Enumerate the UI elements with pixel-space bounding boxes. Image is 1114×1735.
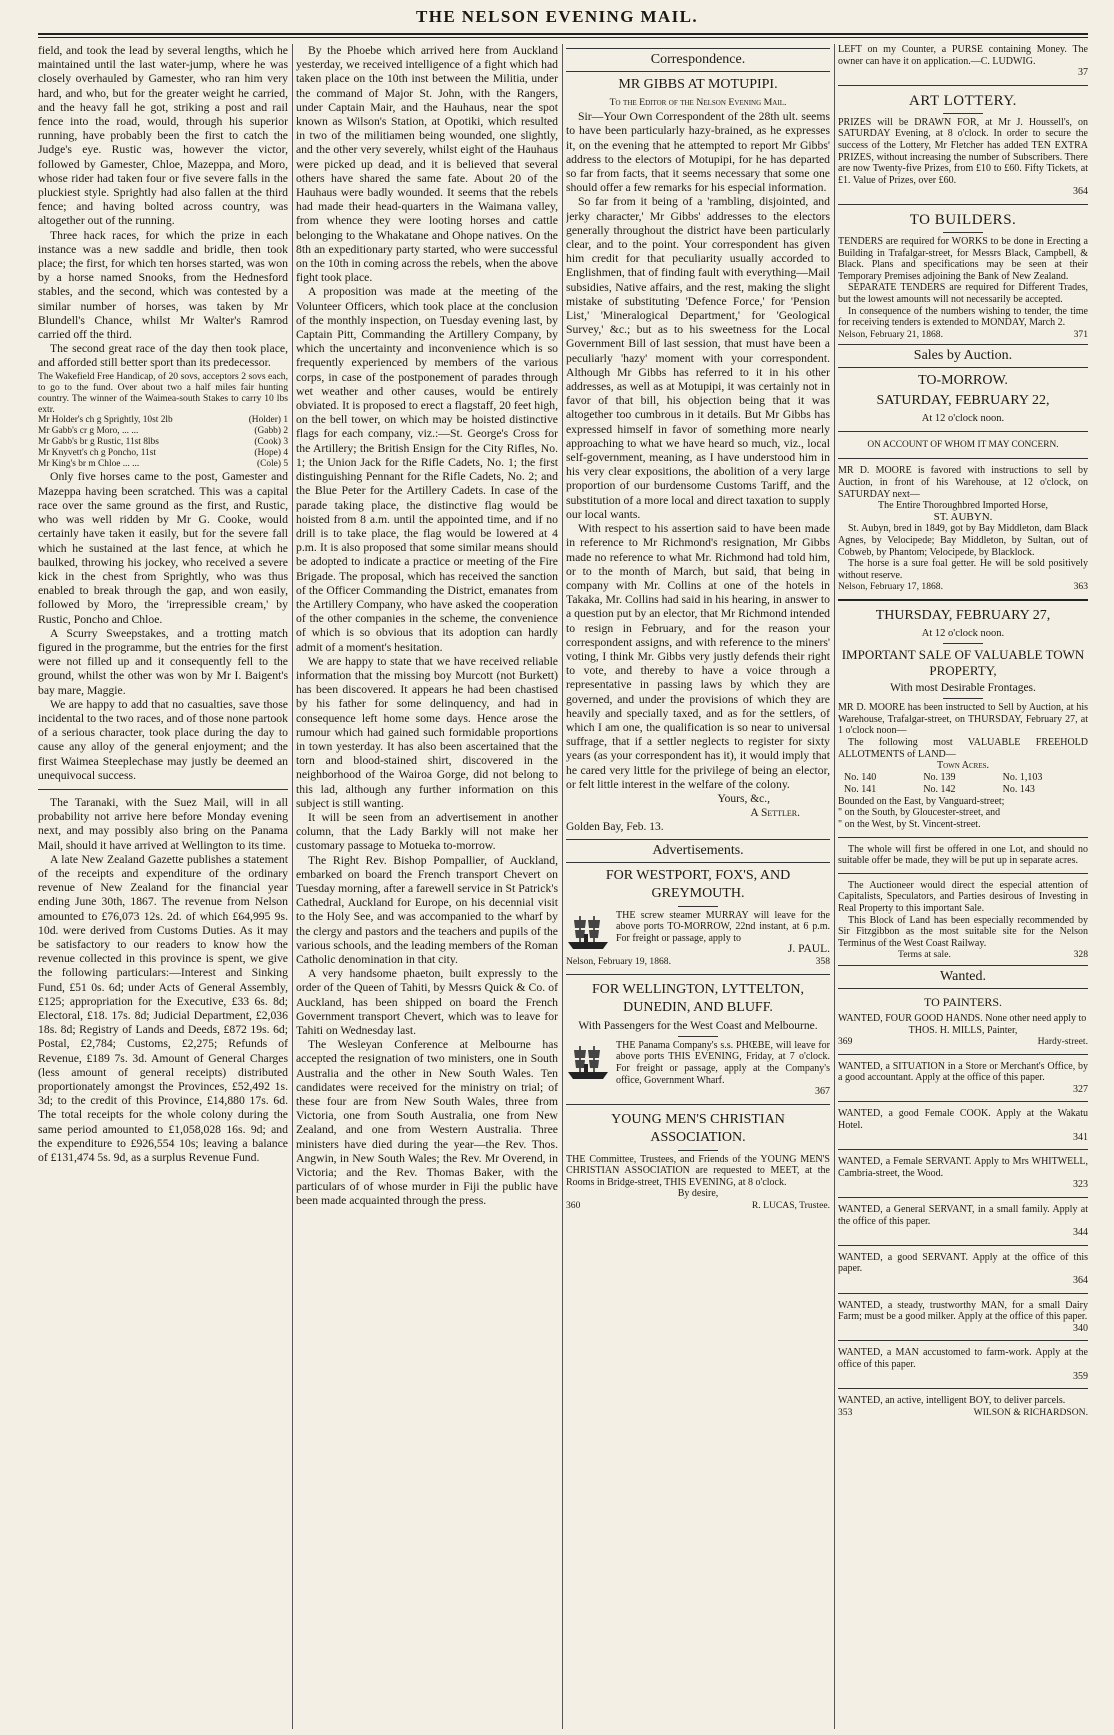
casualties-paragraph: We are happy to add that no casualties, save those incidental to the two races, and of those none partook of a serious character, took place during the day to cause any alloy of the general enjoyment; and the first Waimea Steeplechase may justly be deemed an unequivocal success.	[38, 697, 288, 782]
ad-number: 37	[1078, 67, 1088, 79]
phaeton-paragraph: A very handsome phaeton, built expressly to the order of the Queen of Tahiti, by Messrs Quick & Co. of Auckland, has been shipped on board the French Government transport Chevert, which was to leave for Tahiti on Wednesday last.	[296, 967, 558, 1038]
hack-races-paragraph: Three hack races, for which the prize in each instance was a new saddle and bridle, then took place; the first, for which ten horses started, was won by a horse named Snooks, from the Hednesford stables, and the second, which was contested by a similar number of horses, was taken by Mr Blundell's Chance, whilst Mr Walter's Ramrod carried off the third.	[38, 228, 288, 342]
divider	[38, 789, 288, 790]
column-divider	[292, 44, 293, 1729]
volunteer-paragraph: A proposition was made at the meeting of the Volunteer Officers, which took place at the conclusion of the monthly inspection, on Tuesday evening last, by Captain Pitt, Commanding the Artillery Company, by which the uncertainty and inconvenience which is so frequently experienced by members of the various corps, in case of the postponement of parades through wet weather and other causes, would be entirely obviated. It is proposed to erect a flagstaff, 20 feet high, on the bell tower, on which may be hoisted distinctive flags for each company, viz.:—St. George's Cross for the Artillery; the British Ensign for the City Rifles, No. 1; the Union Jack for the Rifle Cadets, No. 1; the first distinguishing Pennant for the Rifle Cadets, No. 2; and the Blue Peter for the Artillery Cadets. In case of the parade taking place, the distinctive flag would be hoisted from 8 a.m. until the appointed time, and if no drill is to take place, the flag would be lowered at 4 p.m. It is also proposed that some similar means should be adopted to indicate a practice or meeting of the Fire Brigade. The proposal, which has received the sanction of the Officer Commanding the District, emanates from the Artillery Company, who have asked the cooperation of the other companies in the scheme, the convenience of which is so obvious that its adoption can hardly admit of a moment's hesitation.	[296, 285, 558, 654]
to-editor: To the Editor of the Nelson Evening Mail.	[609, 97, 787, 108]
wanted-ad	[838, 1061, 1088, 1096]
ad-number: 328	[1073, 949, 1088, 961]
wanted-ad	[838, 1300, 1088, 1335]
wanted-ad	[838, 1395, 1088, 1418]
ad-date: Nelson, February 19, 1868.	[566, 955, 671, 967]
wanted-ad	[838, 1252, 1088, 1287]
column-divider	[562, 44, 563, 1729]
tomorrow-heading: TO-MORROW.	[918, 373, 1008, 389]
letter-closing: Yours, &c.,	[717, 792, 770, 805]
letter-paragraph: So far from it being of a 'rambling, disjointed, and jerky character,' Mr Gibbs' addresses to the electors generally throughout the district have been particularly clear, and to the point. Your correspondent has given him credit for that peculiarity usually accorded to Englishmen, that of finding fault with everything—Mail subsidies, Native affairs, and the rest, making the slight mistake of substituting 'Defence Force,' for 'Pension List,' 'Mineralogical Department,' for 'Geological Survey,' &c.; but as to his sweetness for the Local Government Bill of last session, that must have been a peculiarly 'hazy' moment with your correspondent. Although Mr Gibbs has referred to it in his other addresses, as well as at Motupipi, it was certainly not in favor of that bill, his objection being that it was altogether too cumbrous in it details. But Mr Gibbs has expressed himself in favor of something more nearly approaching to what we have heard so much, viz., local self-government, meaning, as I have understood him in his very clear expositions, the abolition of a very large proportion of our burdensome Customs Tariff, and the substitution of a more local and direct taxation to supply our local wants.	[566, 195, 830, 521]
letter-dateline: Golden Bay, Feb. 13.	[566, 821, 664, 834]
frontages-line: With most Desirable Frontages.	[890, 682, 1036, 695]
scurry-paragraph: A Scurry Sweepstakes, and a trotting match figured in the programme, but the entries for the first were not filled up and it consequently fell to the ground, whilst the other was won by Mr I. Baigent's bay mare, Maggie.	[38, 626, 288, 697]
top-rule-thin	[38, 37, 1088, 38]
ad-number: 353	[838, 1406, 853, 1418]
race-results	[38, 415, 288, 470]
wanted-ad	[838, 1108, 1088, 1143]
phoebe-paragraph: By the Phoebe which arrived here from Auckland yesterday, we received intelligence of a fight which had taken place on the 10th inst between the Militia, under the command of Major St. John, with the Rangers, under Captain Mair, and the Hauhaus, near the spot known as Wilson's Station, at Opotiki, which resulted in two of the militiamen being wounded, one slightly, and the other very severely, whilst eight of the Hauhaus were picked up dead, and it is believed that several others have shared the same fate. About 20 of the Hauhaus were badly wounded. It seems that the rebels had made their head-quarters in the Waimana valley, from whence they were looting horses and cattle belonging to the Whakatane and Ohope natives. On the 8th an expeditionary party started, who were successful on the 10th in coming across the rebels, when the above fight took place.	[296, 44, 558, 285]
sale-time: At 12 o'clock noon.	[921, 413, 1005, 425]
wanted-text: WANTED, a good SERVANT. Apply at the office of this paper.	[838, 1251, 1088, 1275]
ad-number: 360	[566, 1200, 581, 1212]
ad-signature: WILSON & RICHARDSON.	[973, 1406, 1088, 1418]
ship-icon	[566, 1042, 610, 1082]
horse-sale-ad	[838, 465, 1088, 593]
builders-ad	[838, 236, 1088, 340]
column-1	[38, 44, 288, 1729]
wanted-text: WANTED, a good Female COOK. Apply at the Wakatu Hotel.	[838, 1108, 1088, 1132]
taranaki-paragraph: The Taranaki, with the Suez Mail, will in all probability not arrive here before Monday evening next, and may possibly also bring on the Panama Mail, should it have arrived at Wellington to its time.	[38, 795, 288, 852]
ad-number: 341	[1073, 1131, 1088, 1143]
ad-number: 364	[1073, 1275, 1088, 1286]
ad-address: Hardy-street.	[1037, 1036, 1088, 1048]
art-lottery-title: ART LOTTERY.	[909, 92, 1017, 109]
handicap-note: The Wakefield Free Handicap, of 20 sovs, acceptors 2 sovs each, to go to the fund. Over about two a half miles fair hunting country. The winner of the Waimea-south Stakes to carry 10 lbs extr.	[38, 370, 288, 416]
wanted-text: WANTED, a SITUATION in a Store or Merchant's Office, by a good accountant. Apply at the office of this paper.	[838, 1060, 1088, 1084]
art-lottery-ad	[838, 117, 1088, 198]
ad-number: 344	[1073, 1227, 1088, 1239]
wanted-text: WANTED, FOUR GOOD HANDS. None other need apply to	[838, 1012, 1087, 1024]
lot-table	[838, 772, 1088, 796]
painters-heading: TO PAINTERS.	[923, 994, 1003, 1009]
ad-number: 364	[1073, 186, 1088, 198]
ad-number: 369	[838, 1036, 853, 1048]
ad-signature: R. LUCAS, Trustee.	[751, 1200, 830, 1212]
builders-text: In consequence of the numbers wishing to tender, the time for receiving tenders is extended to MONDAY, March 2.	[838, 305, 1088, 329]
horse-sale-text: The horse is a sure foal getter. He will be sold positively without reserve.	[838, 558, 1088, 581]
ad-number: 363	[1073, 581, 1088, 593]
ad-title: FOR WESTPORT, FOX'S, AND GREYMOUTH.	[605, 867, 791, 901]
lady-barkly-paragraph: It will be seen from an advertisement in another column, that the Lady Barkly will not make her customary passage to Motueka to-morrow.	[296, 810, 558, 853]
property-sale-text: This Block of Land has been especially recommended by Sir Fitzgibbon as the most suitable site for the Nelson Terminus of the West Coast Railway.	[838, 914, 1088, 949]
lot-number: No. 139	[923, 771, 956, 783]
wanted-text: WANTED, a Female SERVANT. Apply to Mrs WHITWELL, Cambria-street, the Wood.	[838, 1156, 1088, 1179]
property-sale-text: MR D. MOORE has been instructed to Sell by Auction, at his Warehouse, Trafalgar-street, on THURSDAY, February 27, at 1 o'clock noon—	[838, 702, 1088, 737]
steamer-ad-text: THE screw steamer MURRAY will leave for the above ports TO-MORROW, 22nd instant, at 6 p.m. For freight or passage, apply to	[616, 909, 830, 944]
lost-purse-text: LEFT on my Counter, a PURSE containing Money. The owner can have it on application.—C. LUDWIG.	[838, 44, 1088, 67]
ad-number: 340	[1073, 1322, 1088, 1334]
column-4	[838, 44, 1088, 1729]
ad-number: 371	[1073, 328, 1088, 340]
lot-number: No. 143	[1002, 783, 1035, 795]
horse-sale-text: St. Aubyn, bred in 1849, got by Bay Middleton, dam Black Agnes, by Velocipede; Bay Middleton, by Sultan, out of Cobweb, by Phantom; Velocipede, by Blacklock.	[838, 523, 1088, 558]
auction-heading: Sales by Auction.	[838, 344, 1088, 368]
wanted-ad	[838, 1347, 1088, 1382]
ship-icon	[566, 912, 610, 952]
ad-number: 327	[1073, 1083, 1088, 1095]
column-divider	[834, 44, 835, 1729]
ymca-ad	[566, 1154, 830, 1212]
wanted-text: WANTED, a General SERVANT, in a small family. Apply at the office of this paper.	[838, 1204, 1088, 1227]
phoebe-ad	[566, 1040, 830, 1098]
second-race-paragraph: The second great race of the day then took place, and afforded still better sport than its predecessor.	[38, 342, 288, 370]
wanted-ad	[838, 1156, 1088, 1191]
gazette-paragraph: A late New Zealand Gazette publishes a statement of the receipts and expenditure of the ordinary revenue of New Zealand for the financial year ending June 30th, 1867. The revenue from Nelson amounted to £76,073 12s. 2d. of which £64,995 9s. 10d. were derived from Customs Duties. As it may be satisfactory to our readers to know how the revenue collected in this province is spent, we give the following particulars:—Interest and Sinking Fund, £51 0s. 6d; under Acts of General Assembly, £125; appropriation for the Executive, £33 6s. 8d; Electoral, £18. 17s. 8d; Judicial Department, £2,036 18s. 8d; Registry of Lands and Deeds, £872 19s. 6d; Postal, £2,784; Customs, £2,275; Refunds of Revenue, £189 7s. 3d. Amount of General Charges (less amount of general receipts) distributed proportionately amongst the Provinces, £52,492 1s. 3d; to the credit of this Province, £14,880 17s. 6d. The total receipts for the whole colony during the same period amounted to £1,058,028 16s. 9d; and the expenditure to £926,554 10s; leaving a balance of £131,474 5s. 9d, as a surplus Revenue Fund.	[38, 852, 288, 1165]
thursday-heading: THURSDAY, FEBRUARY 27,	[875, 608, 1051, 624]
builders-text: TENDERS are required for WORKS to be done in Erecting a Building in Trafalgar-street, for Messrs Black, Campbell, & Black. Plans and specifications may be seen at their Temporary Premises adjoining the Bank of New Zealand.	[838, 235, 1088, 282]
wanted-ad	[838, 1013, 1088, 1048]
important-sale-heading: IMPORTANT SALE OF VALUABLE TOWN PROPERTY,	[841, 647, 1085, 679]
race-result-row: Mr Holder's ch g Sprightly, 10st 2lb (Holder) 1	[38, 415, 288, 426]
lot-number: No. 140	[844, 771, 877, 783]
missing-boy-paragraph: We are happy to state that we have received reliable information that the missing boy Murcott (not Burkett) has been discovered. It appears he had been chastised by his father for some delinquency, and had in consequence left home some days. Hence arose the rumour which had gained such formidable proportions in town yesterday. It has also been ascertained that the torn and blood-stained shirt, discovered in the neighborhood of the Wairoa Gorge, did not belong to this lad, although any further information on this subject is still wanting.	[296, 654, 558, 810]
race-report-paragraph: field, and took the lead by several lengths, which he maintained until the last water-jump, where he was closely overhauled by Gamester, who ran him very hard, and who, but for the greater weight he carried, and the heavy fall he got, striking a post and rail fence into the road, would, through his superior running, have probably been the first to catch the Judge's eye. Rustic was, however the victor, followed by Gamester, Chloe, Mazeppa, and Moro, whose rider had taken four or five severe falls in the pluckiest style. Sprightly had also fallen at the third fence; and having bolted across country, was altogether out of the running.	[38, 44, 288, 228]
boundary-line: Bounded on the East, by Vanguard-street;	[838, 795, 1005, 807]
horse-name: ST. AUBYN.	[933, 510, 993, 523]
horse-sale-text: The Entire Thoroughbred Imported Horse,	[877, 500, 1049, 512]
five-horses-paragraph: Only five horses came to the post, Gamester and Mazeppa having been scratched. This was a capital race over the same ground as the first, and Rustic, who was well ridden by Mr G. Cooke, would certainly have taken it easily, but for the severe fall which he sustained at the last fence, at which he baulked, throwing his jockey, who received a severe kick in the chest from Sprightly, who was thus enabled to break through the gap, and won easily, followed by Moro, the 'irrepressible cream,' by Rustic, Poncho and Chloe.	[38, 470, 288, 626]
ad-date: Nelson, February 21, 1868.	[838, 328, 943, 340]
column-2	[296, 44, 558, 1729]
lot-number: No. 1,103	[1002, 771, 1043, 783]
bishop-paragraph: The Right Rev. Bishop Pompallier, of Auckland, embarked on board the French transport Chevert on Tuesday morning, after a farewell service in St Patrick's Cathedral, Auckland for Europe, on his decennial visit to the Holy See, and was accompanied to the wharf by the clergy and pastors and the teachers and pupils of the various schools, and the leading members of the Roman Catholic denomination in that city.	[296, 853, 558, 966]
property-sale-ad	[838, 702, 1088, 961]
property-sale-text: The whole will first be offered in one Lot, and should no suitable offer be made, they will be put up in separate acres.	[838, 843, 1088, 867]
boundary-line: " on the West, by St. Vincent-street.	[838, 818, 981, 830]
ad-number: 359	[1073, 1370, 1088, 1382]
lot-number: No. 141	[844, 783, 877, 795]
wanted-text: WANTED, a MAN accustomed to farm-work. Apply at the office of this paper.	[838, 1347, 1088, 1370]
ad-signature: THOS. H. MILLS, Painter,	[908, 1024, 1018, 1036]
property-sale-text: The Auctioneer would direct the especial attention of Capitalists, Speculators, and Parties desirous of Investing in Real Property to this important Sale.	[838, 879, 1088, 914]
ad-date: Nelson, February 17, 1868.	[838, 581, 943, 593]
wanted-text: WANTED, an active, intelligent BOY, to deliver parcels.	[838, 1395, 1066, 1407]
race-result-row: Mr Knyvett's ch g Poncho, 11st (Hope) 4	[38, 448, 288, 459]
correspondence-heading: Correspondence.	[566, 48, 830, 72]
boundary-line: " on the South, by Gloucester-street, and	[838, 807, 1001, 819]
letter-paragraph: With respect to his assertion said to have been made in reference to Mr Richmond's resignation, Mr Gibbs made no reference to what Mr. Richmond had told him, or to the month of March, but said, that being in company with Mr. Collins at one of the hotels in Takaka, Mr. Collins had said in his hearing, in answer to a question put by an elector, that Mr Richmond intended to resign in February, and for the reason your correspondent assigns, and with reference to the miners' voting, I think Mr. Gibbs very justly defends their right to vote, and thereby to have a voice through a representative in passing laws by which they are governed, and under the provisions of which they are heavily and specially taxed, and as for the settlers, of which I am one, the qualification is so near to universal suffrage, that if a settler neglects to register for sixty years (as your correspondent has it), it would imply that he cared very little for the privilege of being an elector, or felt little interest in the welfare of the colony.	[566, 522, 830, 791]
lost-purse-ad	[838, 44, 1088, 79]
ad-signature: J. PAUL.	[787, 943, 830, 956]
ad-number: 323	[1073, 1179, 1088, 1191]
concern-line: ON ACCOUNT OF WHOM IT MAY CONCERN.	[867, 440, 1059, 451]
lot-number: No. 142	[923, 783, 956, 795]
horse-sale-text: MR D. MOORE is favored with instructions to sell by Auction, in front of his Warehouse, at 12 o'clock, on SATURDAY next—	[838, 465, 1088, 500]
wesleyan-paragraph: The Wesleyan Conference at Melbourne has accepted the resignation of two ministers, one in South Australia and the other in New South Wales. Ten candidates were received for the ministry on trial; of these four are from New South Wales, three from Victoria, one from South Australia, one from New Zealand, and one from Western Australia. Three ministers have died during the year—the Rev. Thos. Angwin, in New South Wales; the Rev. Mr Overend, in Victoria; and the Rev. Thomas Baker, with the particulars of of whose murder in Fiji the public have been made acquainted through the press.	[296, 1038, 558, 1208]
builders-title: TO BUILDERS.	[909, 211, 1017, 228]
top-rule	[38, 33, 1088, 35]
ymca-ad-text: THE Committee, Trustees, and Friends of the YOUNG MEN'S CHRISTIAN ASSOCIATION are requested to MEET, at the Rooms in Bridge-street, THIS EVENING, at 8 o'clock.	[566, 1153, 830, 1188]
saturday-heading: SATURDAY, FEBRUARY 22,	[876, 393, 1050, 409]
ad-subtitle: With Passengers for the West Coast and Melbourne.	[578, 1019, 818, 1032]
masthead: THE NELSON EVENING MAIL.	[415, 7, 699, 26]
race-result-row: Mr Gabb's br g Rustic, 11st 8lbs (Cook) 3	[38, 437, 288, 448]
column-3	[566, 44, 830, 1729]
ad-title: YOUNG MEN'S CHRISTIAN ASSOCIATION.	[611, 1111, 785, 1145]
builders-text: SEPARATE TENDERS are required for Different Trades, but the lowest amounts will not necessarily be accepted.	[838, 282, 1088, 305]
race-result-row: Mr Gabb's cr g Moro, ... ... (Gabb) 2	[38, 426, 288, 437]
advertisements-heading: Advertisements.	[566, 839, 830, 863]
ad-desire: By desire,	[677, 1188, 719, 1200]
letter-signer: A Settler.	[750, 807, 800, 820]
wanted-heading: Wanted.	[838, 965, 1088, 989]
wanted-ad	[838, 1204, 1088, 1239]
ad-title: FOR WELLINGTON, LYTTELTON, DUNEDIN, AND BLUFF.	[592, 981, 804, 1015]
wanted-text: WANTED, a steady, trustworthy MAN, for a small Dairy Farm; must be a good milker. Apply at the office of this paper.	[838, 1299, 1088, 1323]
letter-title: MR GIBBS AT MOTUPIPI.	[618, 77, 778, 92]
sale-time: At 12 o'clock noon.	[921, 628, 1005, 640]
art-lottery-text: PRIZES will be DRAWN FOR, at Mr J. Houssell's, on SATURDAY Evening, at 8 o'clock. In order to secure the success of the Lottery, Mr Fletcher has added TEN EXTRA PRIZES, without increasing the number of Subscribers. There are now Twenty-five Prizes, from £10 to £60. Fifty Tickets, at £1. Value of Prizes, over £60.	[838, 116, 1088, 186]
terms-line: Terms at sale.	[898, 949, 951, 961]
phoebe-ad-text: THE Panama Company's s.s. PHŒBE, will leave for above ports THIS EVENING, Friday, at 7 o'clock. For freight or passage, apply at the Company's office, Government Wharf.	[616, 1039, 830, 1086]
property-sale-text: The following most VALUABLE FREEHOLD ALLOTMENTS of LAND—	[838, 737, 1088, 760]
letter-paragraph: Sir—Your Own Correspondent of the 28th ult. seems to have been particularly hazy-brained, as he expresses it, on the evening that he attempted to report Mr Gibbs' address to the electors of Motupipi, for he has departed so far from facts, that it seems necessary that some one should offer a few remarks for his especial information.	[566, 110, 830, 195]
town-acres-label: Town Acres.	[936, 760, 989, 772]
steamer-ad	[566, 910, 830, 968]
ad-number: 358	[815, 955, 830, 967]
ad-number: 367	[815, 1086, 830, 1098]
race-result-row: Mr King's br m Chloe ... ... (Cole) 5	[38, 459, 288, 470]
